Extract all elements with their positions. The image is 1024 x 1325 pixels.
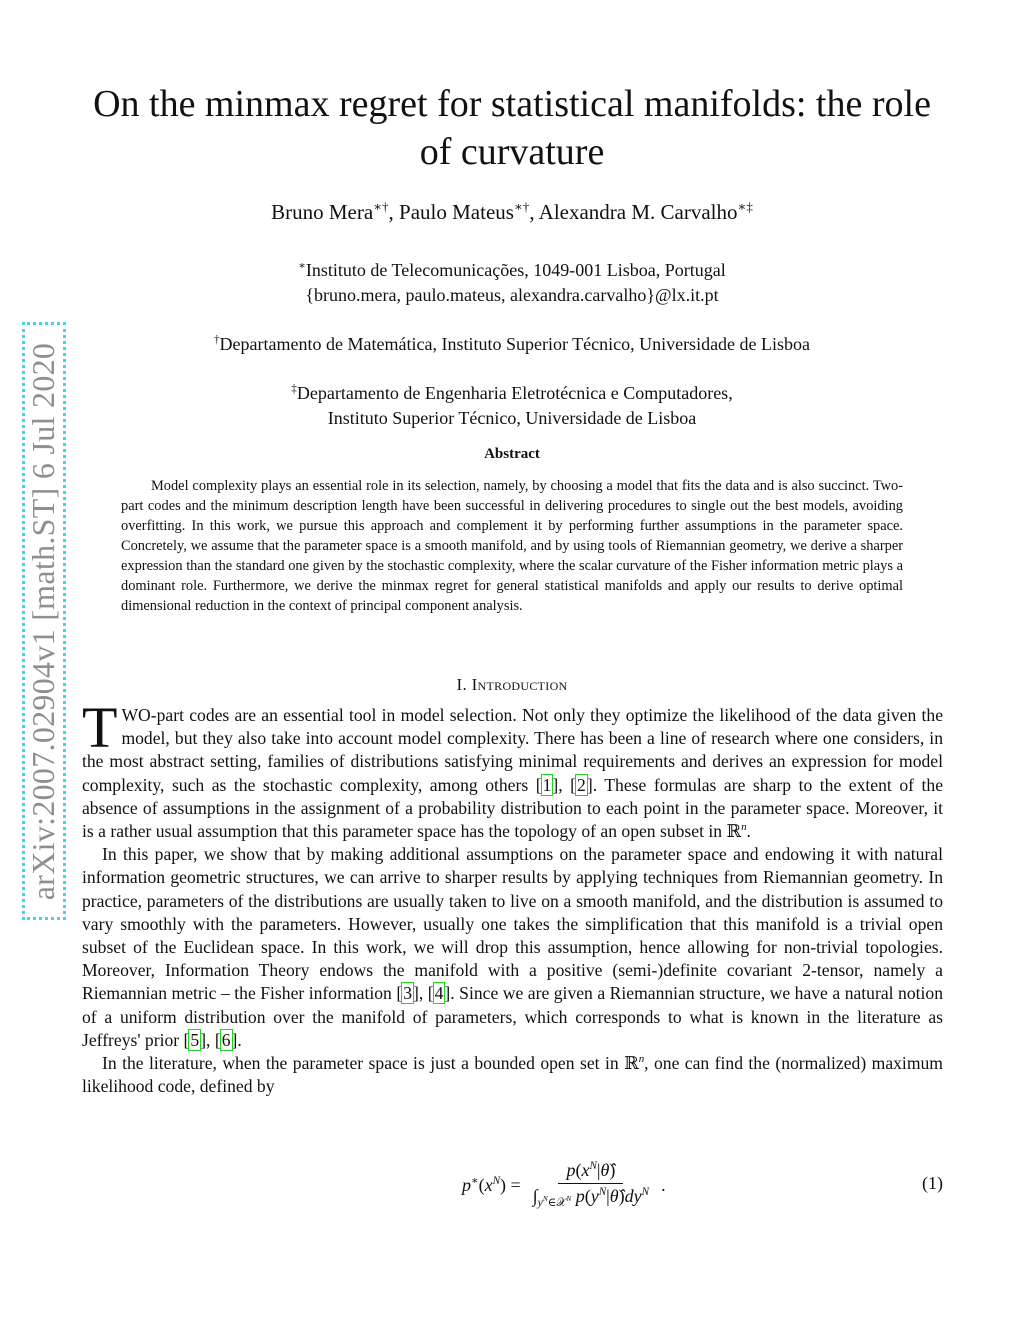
citation-link[interactable]: 1 [542, 774, 552, 795]
abstract-heading: Abstract [484, 446, 540, 462]
equation-fraction: $\frac{p(x^N|\thetâ)}{\int_{y^N\in 𝒳^N} p(y^N|\thetâ)dy^N}$ [532, 1159, 650, 1210]
affiliation-1 [80, 258, 944, 308]
citation-link[interactable]: 4 [434, 983, 444, 1004]
author-list: Bruno Mera∗†, Paulo Mateus∗†, Alexandra M. Carvalho∗‡ [271, 199, 753, 224]
author-marks: ∗‡ [737, 199, 753, 214]
affiliation-mark: † [213, 334, 220, 346]
author-name: Bruno Mera [271, 200, 374, 224]
arxiv-identifier: arXiv:2007.02904v1 [math.ST] 6 Jul 2020 [25, 342, 62, 900]
abstract-text: Model complexity plays an essential role in its selection, namely, by choosing a model that fits the data and is also succinct. Two-part codes and the minimum description length have been successful in delivering procedures to single out the best models, avoiding overfitting. In this work, we pursue this approach and complement it by performing further assumptions in the parameter space. Concretely, we assume that the parameter space is a smooth manifold, and by using tools of Riemannian geometry, we derive a sharper expression than the standard one given by the stochastic complexity, where the scalar curvature of the Fisher information metric plays a dominant role. Furthermore, we derive the minmax regret for general statistical manifolds and apply our results to derive optimal dimensional reduction in the context of principal component analysis. [121, 478, 903, 614]
equation-number: (1) [922, 1173, 943, 1193]
affiliation-3 [80, 381, 944, 431]
author-marks: ∗† [373, 199, 389, 214]
affiliation-text: Departamento de Matemática, Instituto Superior Técnico, Universidade de Lisboa [219, 334, 811, 354]
citation-link[interactable]: 3 [403, 983, 412, 1004]
section-title: Introduction [471, 675, 568, 694]
affiliation-text: Instituto Superior Técnico, Universidade de Lisboa [327, 408, 697, 428]
paper-title: On the minmax regret for statistical manifolds: the role of curvature [93, 83, 931, 173]
arxiv-identifier-stamp [22, 322, 66, 920]
paragraph: In the literature, when the parameter space is just a bounded open set in ℝ$^n$, one can find the (normalized) maximum likelihood code, defined by [82, 1053, 943, 1097]
affiliation-mark: ‡ [291, 383, 297, 395]
equation-1 [82, 1155, 943, 1215]
math-real-space: ℝ [726, 821, 742, 842]
affiliation-text: Instituto de Telecomunicações, 1049-001 Lisboa, Portugal [305, 260, 726, 280]
author-name: Paulo Mateus [399, 200, 514, 224]
citation-link[interactable]: 5 [190, 1029, 200, 1050]
body-text [82, 695, 944, 1098]
author-marks: ∗† [513, 199, 530, 214]
citation-link[interactable]: 6 [221, 1029, 231, 1050]
citation-link[interactable]: 2 [577, 774, 586, 795]
paragraph: TWO-part codes are an essential tool in model selection. Not only they optimize the likelihood of the data given the model, but they also take into account model complexity. There has been a line of research where one considers, in the most abstract setting, families of distributions satisfying minimal requirements and derives an expression for model complexity, such as the stochastic complexity, among others [1], [2]. These formulas are sharp to the extent of the absence of assumptions in the assignment of a probability distribution to each point in the parameter space. Moreover, it is a rather usual assumption that this parameter space has the topology of an open subset in ℝ$^n$. [82, 695, 944, 842]
section-number: I. [456, 675, 468, 694]
author-emails: {bruno.mera, paulo.mateus, alexandra.carvalho}@lx.it.pt [305, 285, 719, 305]
affiliation-2 [80, 332, 944, 357]
equation-body: $p^∗(x^N)$ = $\frac{p(x^N|\thetâ)}{\int_{y^N\in 𝒳^N} p(y^N|\thetâ)dy^N}$ . [462, 1159, 666, 1210]
math-real-space: ℝ [624, 1053, 639, 1074]
affiliation-text: Departamento de Engenharia Eletrotécnica e Computadores, [296, 383, 733, 403]
drop-cap: T [82, 695, 118, 760]
affiliation-mark: ∗ [298, 260, 306, 272]
author-name: Alexandra M. Carvalho [538, 200, 738, 224]
section-heading [80, 675, 944, 695]
paragraph: In this paper, we show that by making additional assumptions on the parameter space and endowing it with natural information geometric structures, we can arrive to sharper results by applying techniques from Riemannian geometry. In practice, parameters of the distributions are usually taken to live on a smooth manifold, and the distribution is assumed to vary smoothly with the parameters. However, usually one takes the simplification that this manifold is a trivial open subset of the Euclidean space. In this work, we will drop this assumption, hence allowing for non-trivial topologies. Moreover, Information Theory endows the manifold with a positive (semi-)definite covariant 2-tensor, namely a Riemannian metric – the Fisher information [3], [4]. Since we are given a Riemannian structure, we have a natural notion of a uniform distribution over the manifold of parameters, which corresponds to what is known in the literature as Jeffreys' prior [5], [6]. [82, 844, 944, 1050]
